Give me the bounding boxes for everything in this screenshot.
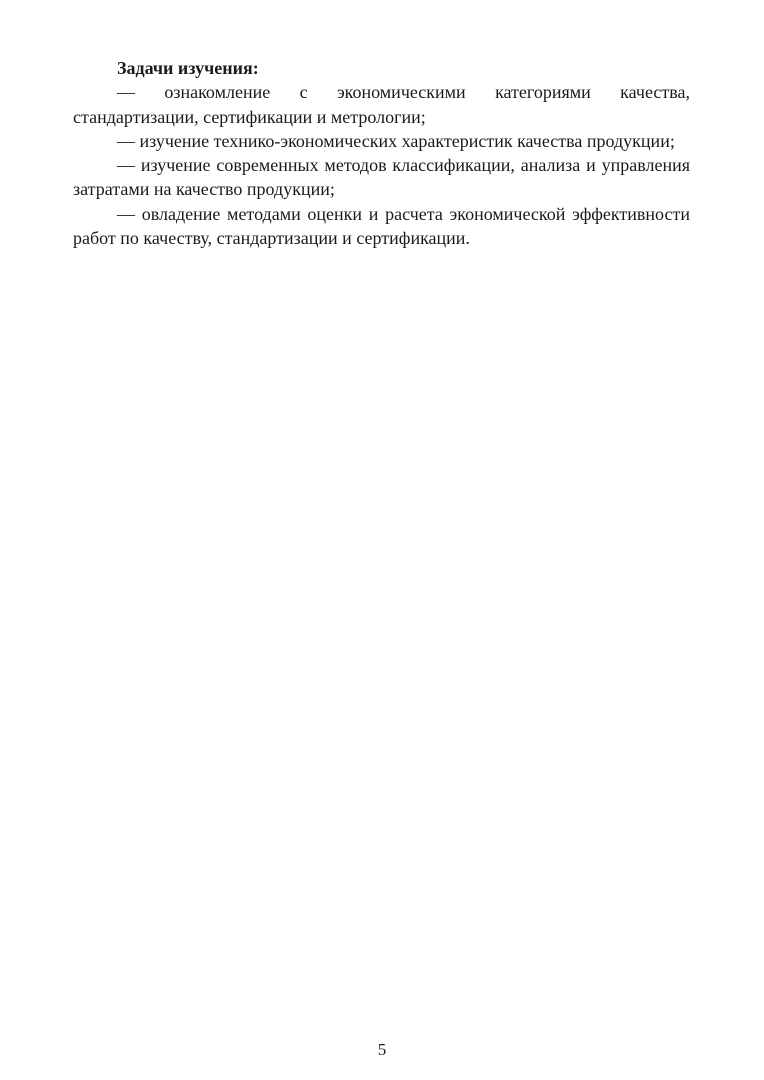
list-item: — изучение современных методов классификации, анализа и управления затратами на качество продукции; (73, 155, 690, 200)
section-heading: Задачи изучения: (117, 58, 259, 78)
page-number: 5 (377, 1040, 387, 1059)
list-item: — овладение методами оценки и расчета экономической эффективности работ по качеству, стандартизации и сертификации. (73, 203, 690, 249)
page-content (73, 56, 690, 250)
list-item: — ознакомление с экономическими категориями качества, стандартизации, сертификации и метрологии; (73, 82, 690, 127)
list-item: — изучение технико-экономических характеристик качества продукции; (117, 130, 675, 151)
